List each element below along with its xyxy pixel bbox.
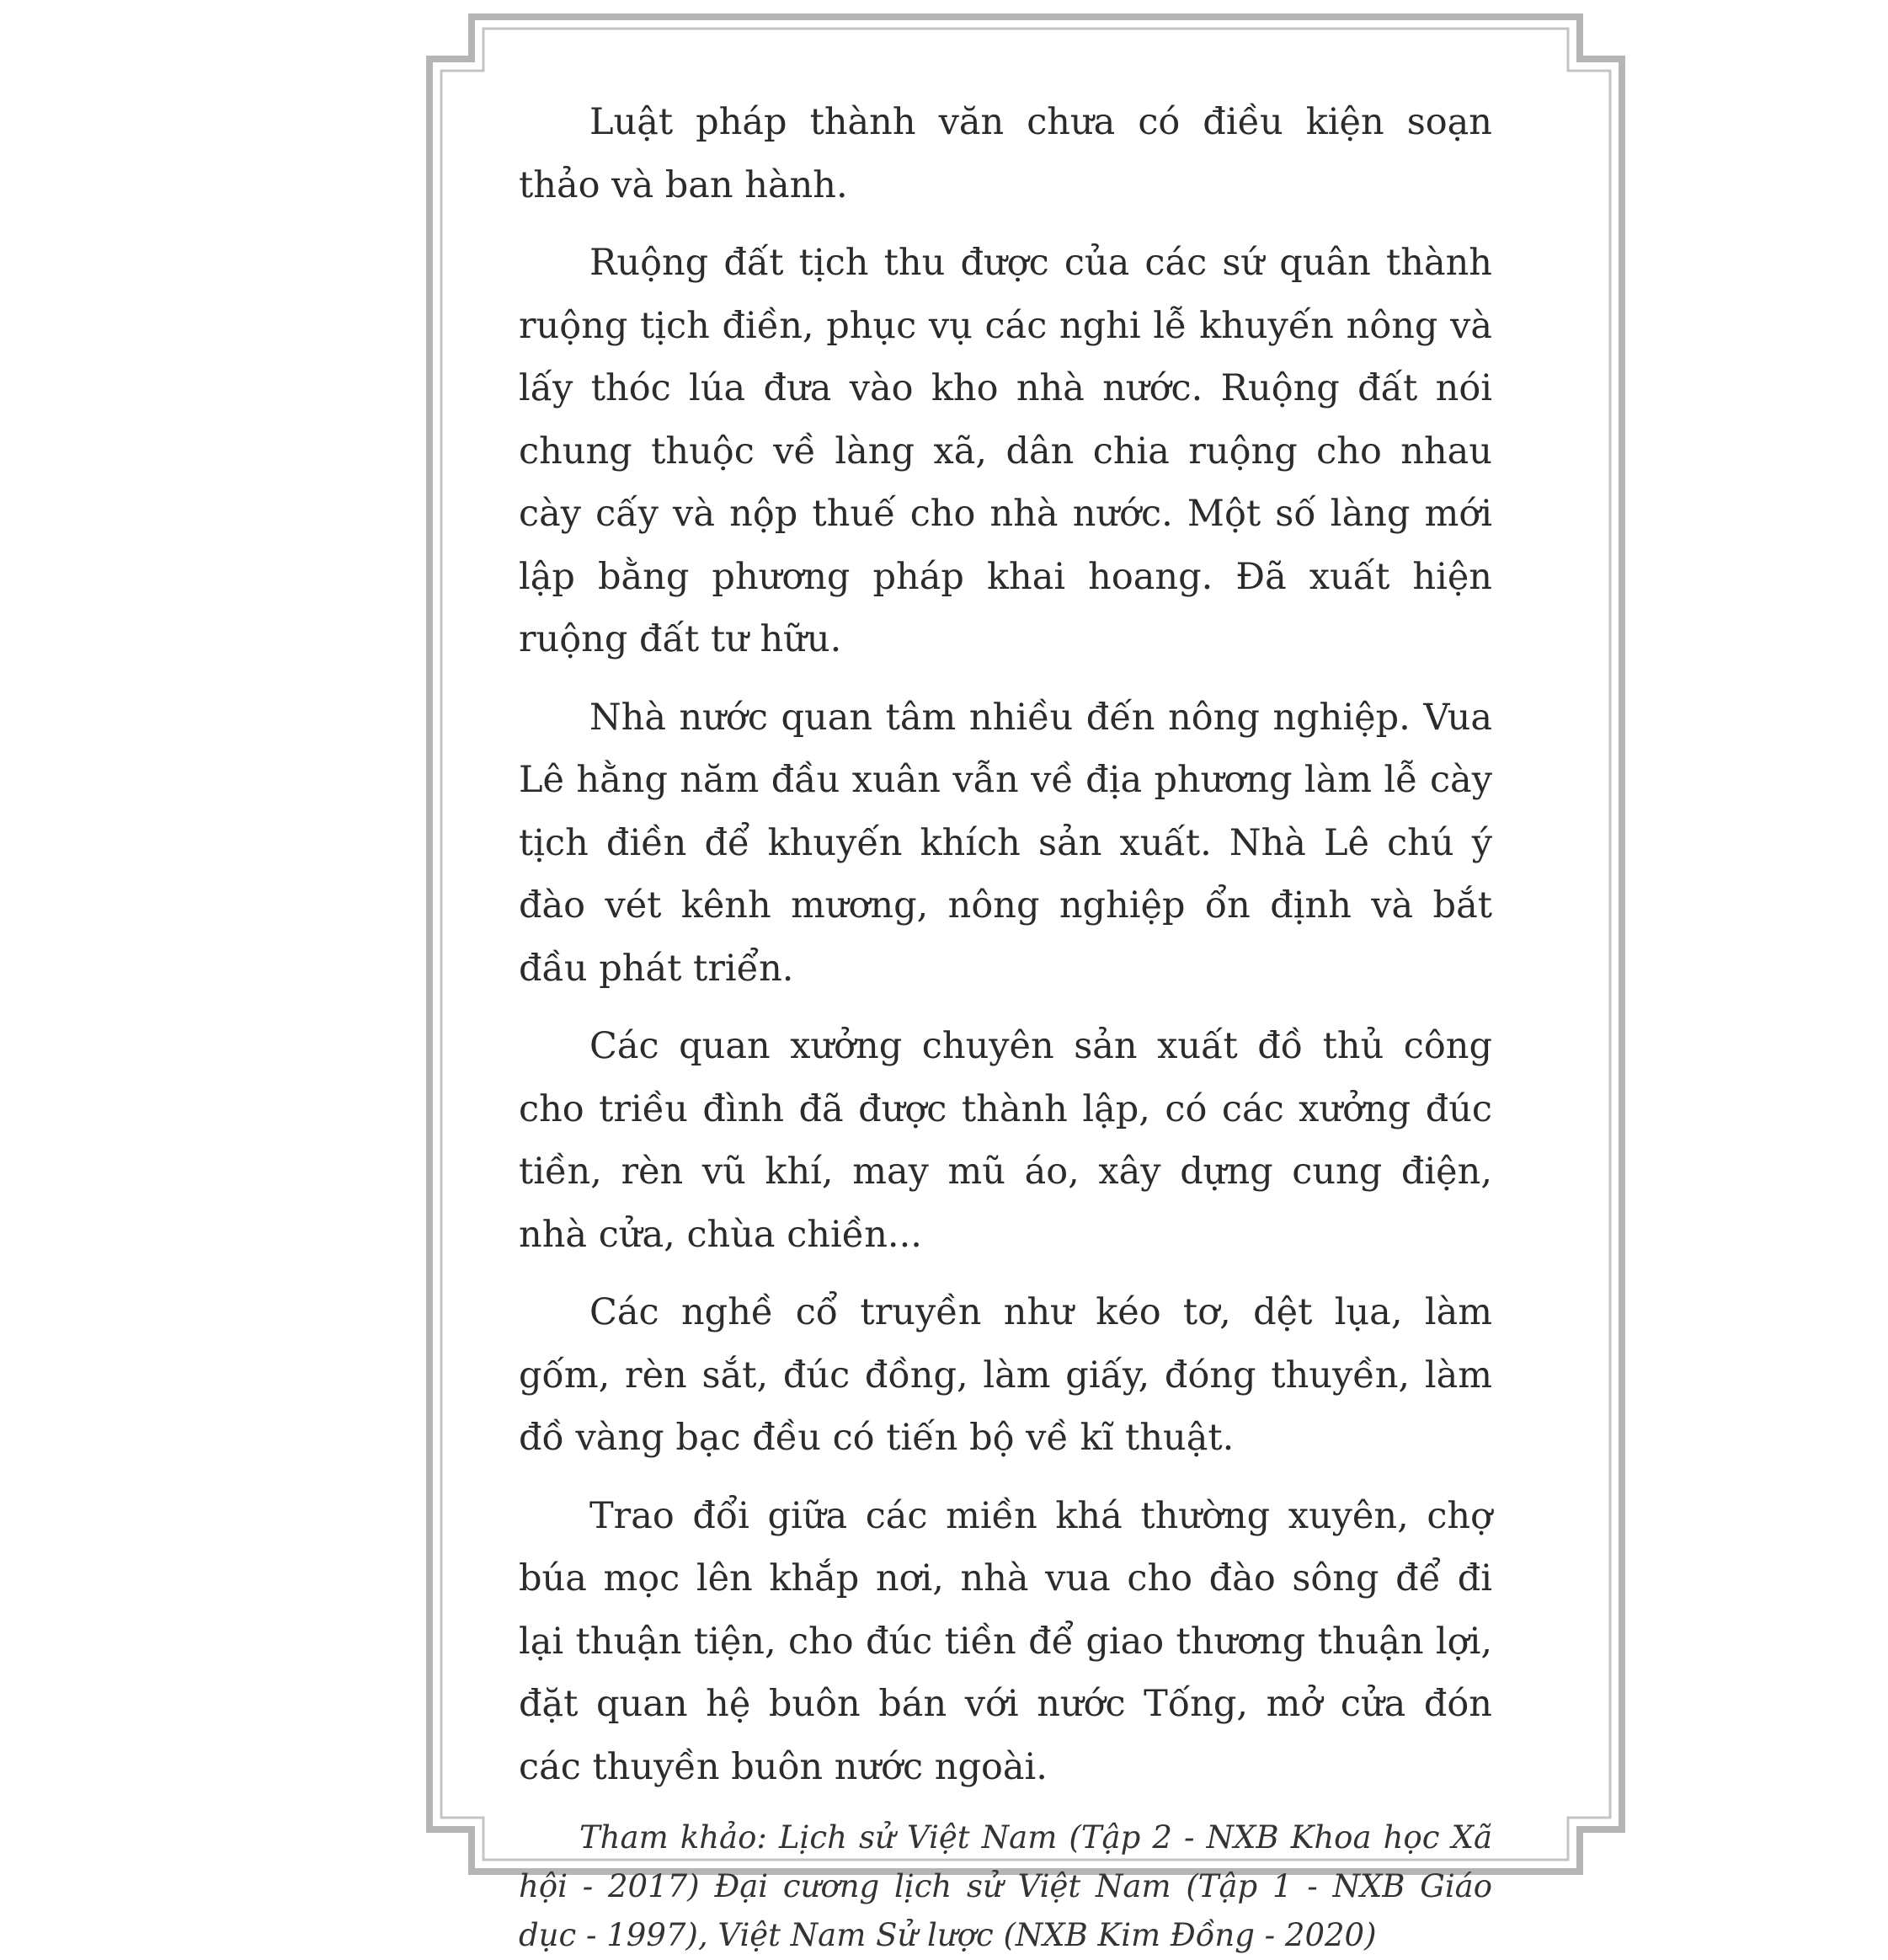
reference-note: Tham khảo: Lịch sử Việt Nam (Tập 2 - NXB Khoa học Xã hội - 2017) Đại cương lịch sử Việt Nam (Tập 1 - NXB Giáo dục - 1997), Việt Nam Sử lược (NXB Kim Đồng - 2020) bbox=[519, 1819, 1492, 1953]
paragraph-3: Nhà nước quan tâm nhiều đến nông nghiệp. Vua Lê hằng năm đầu xuân vẫn về địa phương làm lễ cày tịch điền để khuyến khích sản xuất. Nhà Lê chú ý đào vét kênh mương, nông nghiệp ổn định và bắt đầu phát triển. bbox=[519, 696, 1492, 990]
paragraph-4: Các quan xưởng chuyên sản xuất đồ thủ công cho triều đình đã được thành lập, có các xưởng đúc tiền, rèn vũ khí, may mũ áo, xây dựng cung điện, nhà cửa, chùa chiền... bbox=[519, 1025, 1492, 1256]
paragraph-2: Ruộng đất tịch thu được của các sứ quân thành ruộng tịch điền, phục vụ các nghi lễ khuyến nông và lấy thóc lúa đưa vào kho nhà nước. Ruộng đất nói chung thuộc về làng xã, dân chia ruộng cho nhau cày cấy và nộp thuế cho nhà nước. Một số làng mới lập bằng phương pháp khai hoang. Đã xuất hiện ruộng đất tư hữu. bbox=[519, 242, 1492, 660]
page-body bbox=[519, 91, 1492, 1960]
paragraph-1: Luật pháp thành văn chưa có điều kiện soạn thảo và ban hành. bbox=[519, 101, 1492, 206]
paragraph-6: Trao đổi giữa các miền khá thường xuyên, chợ búa mọc lên khắp nơi, nhà vua cho đào sông để đi lại thuận tiện, cho đúc tiền để giao thương thuận lợi, đặt quan hệ buôn bán với nước Tống, mở cửa đón các thuyền buôn nước ngoài. bbox=[519, 1494, 1492, 1788]
paragraph-5: Các nghề cổ truyền như kéo tơ, dệt lụa, làm gốm, rèn sắt, đúc đồng, làm giấy, đóng thuyền, làm đồ vàng bạc đều có tiến bộ về kĩ thuật. bbox=[519, 1291, 1492, 1459]
